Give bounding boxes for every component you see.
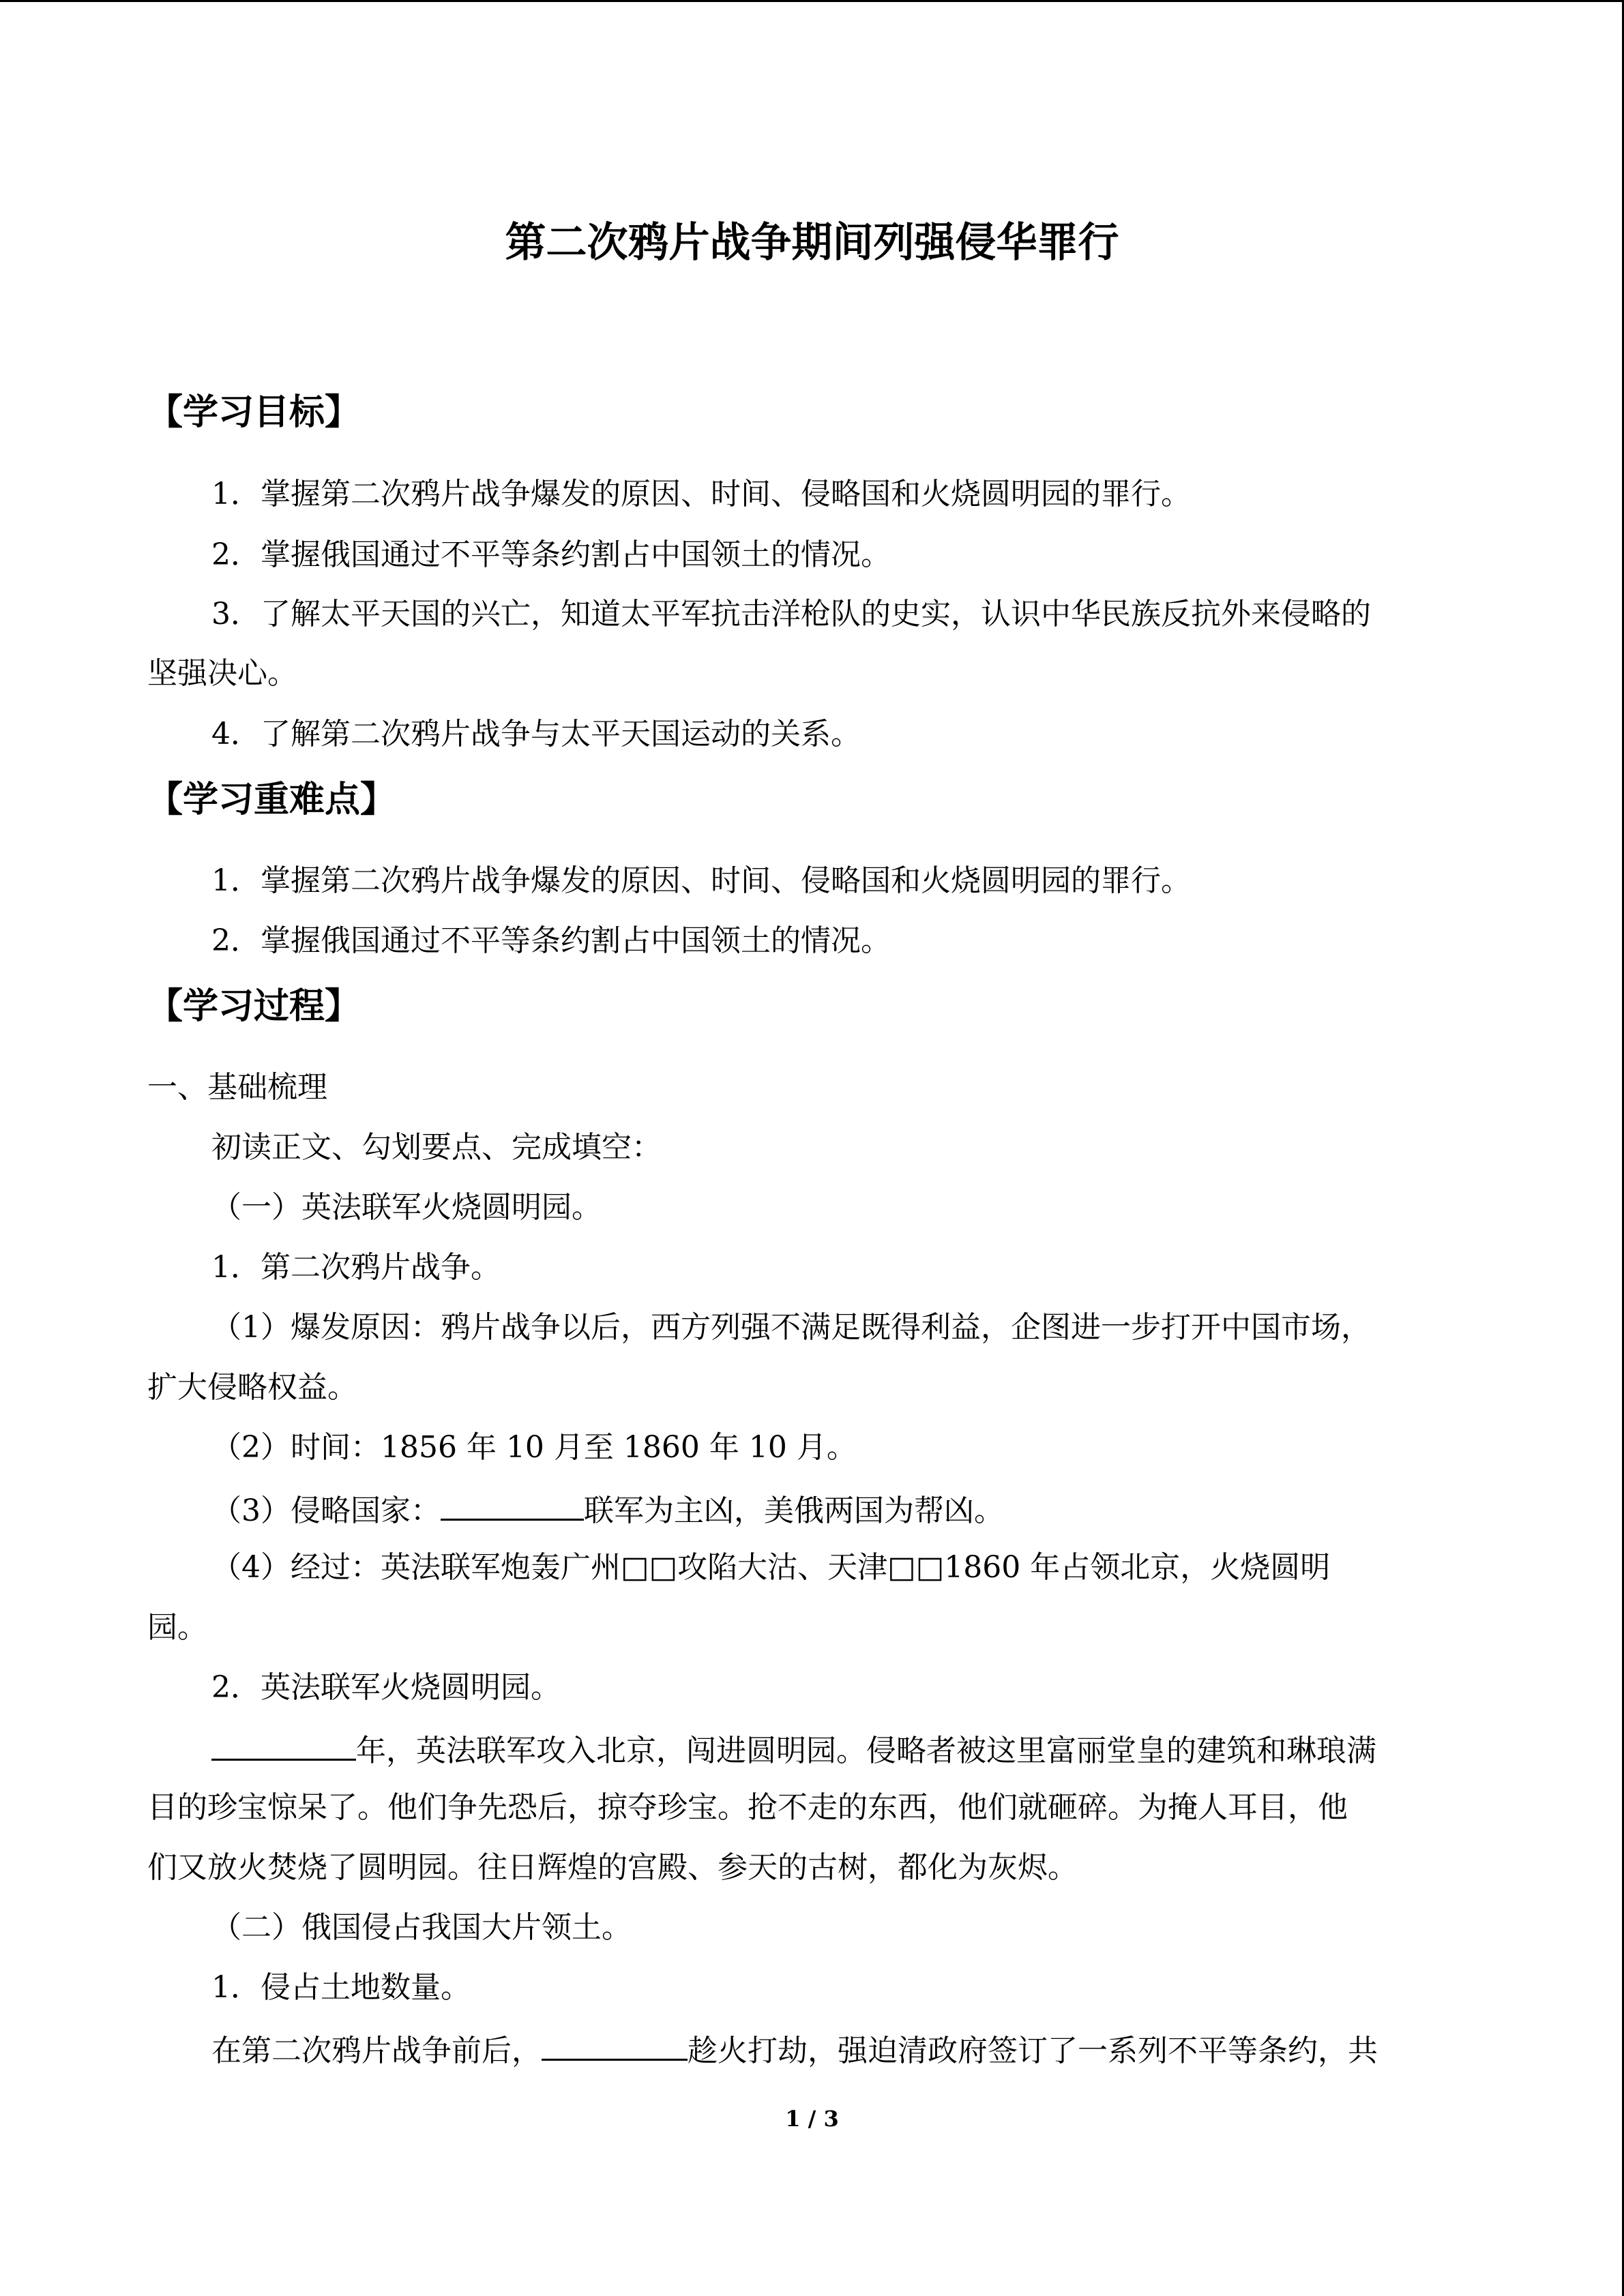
process-line: （二）俄国侵占我国大片领土。 bbox=[211, 1910, 632, 1945]
process-line: 1．侵占土地数量。 bbox=[211, 1970, 471, 2005]
fill-in-suffix: 联军为主凶，美俄两国为帮凶。 bbox=[584, 1493, 1004, 1528]
process-line: 们又放火焚烧了圆明园。往日辉煌的宫殿、参天的古树，都化为灰烬。 bbox=[147, 1850, 1078, 1885]
fill-in-line-year bbox=[211, 1727, 1376, 1772]
process-line: 2．英法联军火烧圆明园。 bbox=[211, 1670, 561, 1705]
fill-in-line-russia bbox=[211, 2027, 1378, 2072]
key-point-item: 1．掌握第二次鸦片战争爆发的原因、时间、侵略国和火烧圆明园的罪行。 bbox=[211, 863, 1191, 898]
page-number: 1 / 3 bbox=[785, 2106, 839, 2132]
fill-in-line-invaders bbox=[211, 1487, 1004, 1532]
process-line: 初读正文、勾划要点、完成填空： bbox=[211, 1130, 662, 1165]
fill-in-prefix: 在第二次鸦片战争前后， bbox=[211, 2033, 542, 2068]
process-line: （1）爆发原因：鸦片战争以后，西方列强不满足既得利益，企图进一步打开中国市场， bbox=[211, 1310, 1371, 1345]
goal-item-continued: 坚强决心。 bbox=[147, 656, 297, 691]
process-line: 扩大侵略权益。 bbox=[147, 1370, 357, 1405]
key-point-item: 2．掌握俄国通过不平等条约割占中国领土的情况。 bbox=[211, 923, 891, 958]
fill-in-suffix: 趁火打劫，强迫清政府签订了一系列不平等条约，共 bbox=[688, 2033, 1378, 2068]
process-line: 一、基础梳理 bbox=[147, 1070, 327, 1105]
goal-item: 1．掌握第二次鸦片战争爆发的原因、时间、侵略国和火烧圆明园的罪行。 bbox=[211, 477, 1191, 511]
section-heading-key-points: 【学习重难点】 bbox=[147, 779, 396, 820]
fill-in-suffix: 年，英法联军攻入北京，闯进圆明园。侵略者被这里富丽堂皇的建筑和琳琅满 bbox=[356, 1733, 1376, 1768]
answer-blank[interactable] bbox=[542, 2027, 688, 2061]
answer-blank[interactable] bbox=[441, 1487, 584, 1521]
process-line: 1．第二次鸦片战争。 bbox=[211, 1250, 501, 1285]
page-title: 第二次鸦片战争期间列强侵华罪行 bbox=[505, 219, 1119, 267]
process-line: （2）时间：1856 年 10 月至 1860 年 10 月。 bbox=[211, 1430, 857, 1465]
process-line: 园。 bbox=[147, 1610, 207, 1645]
top-border bbox=[0, 0, 1624, 2]
process-line: 目的珍宝惊呆了。他们争先恐后，掠夺珍宝。抢不走的东西，他们就砸碎。为掩人耳目，他 bbox=[147, 1790, 1348, 1825]
section-heading-goals: 【学习目标】 bbox=[147, 392, 361, 433]
process-line: （4）经过：英法联军炮轰广州□□攻陷大沽、天津□□1860 年占领北京，火烧圆明 bbox=[211, 1550, 1331, 1585]
fill-in-prefix: （3）侵略国家： bbox=[211, 1493, 441, 1528]
process-line: （一）英法联军火烧圆明园。 bbox=[211, 1190, 602, 1225]
goal-item: 2．掌握俄国通过不平等条约割占中国领土的情况。 bbox=[211, 537, 891, 572]
section-heading-process: 【学习过程】 bbox=[147, 986, 361, 1027]
answer-blank[interactable] bbox=[211, 1727, 356, 1761]
goal-item: 4．了解第二次鸦片战争与太平天国运动的关系。 bbox=[211, 717, 861, 751]
goal-item: 3．了解太平天国的兴亡，知道太平军抗击洋枪队的史实，认识中华民族反抗外来侵略的 bbox=[211, 597, 1371, 631]
